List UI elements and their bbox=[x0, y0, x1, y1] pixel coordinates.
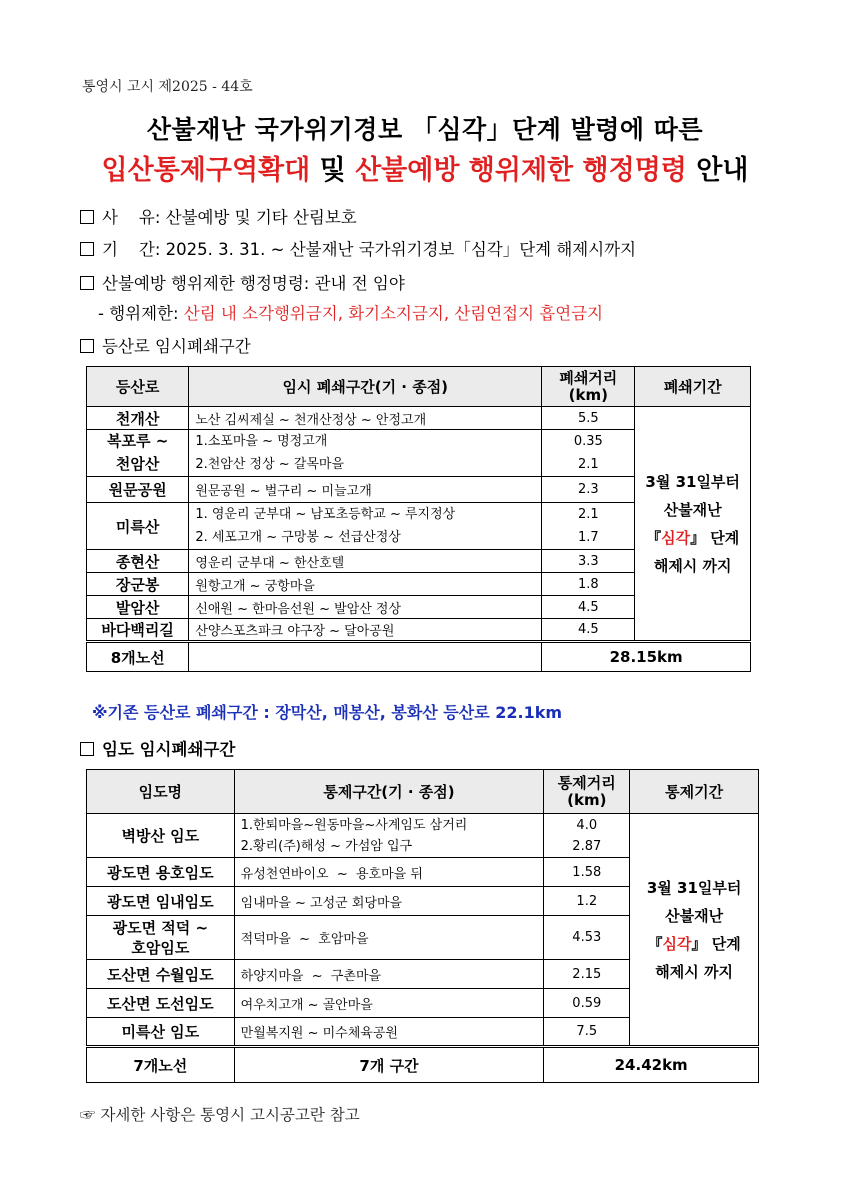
road-section bbox=[234, 814, 544, 858]
road-name: 광도면 임내임도 bbox=[87, 887, 235, 916]
restriction-label: - 행위제한: bbox=[98, 304, 179, 323]
trail-section-heading bbox=[80, 333, 251, 357]
trail-total-row bbox=[87, 642, 751, 672]
total-sections: 7개 구간 bbox=[234, 1047, 544, 1083]
trail-name: 미륵산 bbox=[87, 503, 189, 550]
period-text: 3월 31일부터 산불재난 『 bbox=[645, 472, 740, 547]
trail-distance: 2.3 bbox=[542, 477, 635, 503]
period-red: 심각 bbox=[661, 528, 691, 547]
road-name: 도산면 도선임도 bbox=[87, 989, 235, 1018]
trail-header-row bbox=[87, 367, 751, 407]
title-line-1: 산불재난 국가위기경보 「심각」단계 발령에 따른 bbox=[146, 115, 704, 144]
title-end: 안내 bbox=[686, 155, 749, 186]
road-section: 임내마을 ~ 고성군 회당마을 bbox=[234, 887, 544, 916]
trail-section bbox=[189, 430, 542, 477]
trail-name: 바다백리길 bbox=[87, 619, 189, 642]
trail-name: 천개산 bbox=[87, 407, 189, 430]
trail-section: 영운리 군부대 ~ 한산호텔 bbox=[189, 550, 542, 573]
road-name: 광도면 적덕 ~ 호암임도 bbox=[87, 916, 235, 960]
road-distance: 2.15 bbox=[544, 960, 630, 989]
total-empty bbox=[189, 642, 542, 672]
restriction-line bbox=[98, 300, 603, 324]
header-cell: 임도명 bbox=[87, 770, 235, 814]
trail-section: 노산 김씨제실 ~ 천개산정상 ~ 안정고개 bbox=[189, 407, 542, 430]
distance-line: 2.1 bbox=[577, 507, 599, 522]
period-text: 』 단계 해제시 까지 bbox=[655, 934, 741, 981]
checkbox-icon bbox=[80, 242, 94, 256]
road-distance: 1.2 bbox=[544, 887, 630, 916]
road-distance: 7.5 bbox=[544, 1018, 630, 1047]
trail-section: 산양스포츠파크 야구장 ~ 달아공원 bbox=[189, 619, 542, 642]
header-cell: 임시 폐쇄구간(기 · 종점) bbox=[189, 367, 542, 407]
road-name: 광도면 용호임도 bbox=[87, 858, 235, 887]
distance-line: 1.7 bbox=[577, 530, 599, 545]
trail-name: 발암산 bbox=[87, 596, 189, 619]
section-line: 2.천암산 정상 ~ 갈목마을 bbox=[195, 457, 345, 472]
total-distance: 28.15km bbox=[542, 642, 751, 672]
header-cell: 통제기간 bbox=[630, 770, 759, 814]
restriction-value: 산림 내 소각행위금지, 화기소지금지, 산림연접지 흡연금지 bbox=[183, 304, 604, 323]
reason-line bbox=[80, 204, 357, 228]
header-cell: 폐쇄거리 (km) bbox=[542, 367, 635, 407]
trail-section: 원항고개 ~ 궁항마을 bbox=[189, 573, 542, 596]
header-cell: 등산로 bbox=[87, 367, 189, 407]
period-red: 심각 bbox=[662, 934, 692, 953]
trail-distance: 5.5 bbox=[542, 407, 635, 430]
road-name: 도산면 수월임도 bbox=[87, 960, 235, 989]
trail-distance bbox=[542, 503, 635, 550]
trail-section: 신애원 ~ 한마음선원 ~ 발암산 정상 bbox=[189, 596, 542, 619]
order-label: 산불예방 행위제한 행정명령: bbox=[102, 274, 310, 293]
checkbox-icon bbox=[80, 742, 94, 756]
checkbox-icon bbox=[80, 276, 94, 290]
section-line: 1.한퇴마을~원동마을~사계임도 삼거리 bbox=[240, 817, 468, 833]
title-red-2: 산불예방 행위제한 행정명령 bbox=[355, 155, 687, 186]
forest-road-table bbox=[86, 769, 759, 1083]
order-line bbox=[80, 270, 405, 294]
forest-section-heading bbox=[80, 736, 235, 760]
forest-period bbox=[630, 814, 759, 1047]
section-line: 2.황리(주)해성 ~ 가섬암 입구 bbox=[240, 838, 413, 854]
trail-distance: 4.5 bbox=[542, 596, 635, 619]
period-text: 』 단계 해제시 까지 bbox=[653, 528, 740, 575]
notice-number: 통영시 고시 제2025 - 44호 bbox=[82, 79, 253, 95]
trail-name: 원문공원 bbox=[87, 477, 189, 503]
reason-label: 사 유: bbox=[102, 208, 161, 227]
forest-header-row bbox=[87, 770, 759, 814]
road-section: 적덕마을 ~ 호암마을 bbox=[234, 916, 544, 960]
total-label: 7개노선 bbox=[87, 1047, 235, 1083]
period-line bbox=[80, 236, 636, 260]
trail-name: 종현산 bbox=[87, 550, 189, 573]
checkbox-icon bbox=[80, 339, 94, 353]
distance-line: 2.1 bbox=[577, 457, 599, 472]
road-section: 만월복지원 ~ 미수체육공원 bbox=[234, 1018, 544, 1047]
road-section: 유성천연바이오 ~ 용호마을 뒤 bbox=[234, 858, 544, 887]
trail-name: 장군봉 bbox=[87, 573, 189, 596]
road-section: 여우치고개 ~ 골안마을 bbox=[234, 989, 544, 1018]
trail-section-label: 등산로 임시폐쇄구간 bbox=[102, 337, 251, 356]
total-distance: 24.42km bbox=[544, 1047, 759, 1083]
distance-line: 0.35 bbox=[573, 434, 603, 449]
distance-line: 2.87 bbox=[572, 838, 602, 854]
reason-value: 산불예방 및 기타 산림보호 bbox=[165, 208, 357, 227]
road-distance: 0.59 bbox=[544, 989, 630, 1018]
trail-table bbox=[86, 366, 751, 672]
header-cell: 통제거리 (km) bbox=[544, 770, 630, 814]
header-cell: 폐쇄기간 bbox=[635, 367, 751, 407]
period-text: 3월 31일부터 산불재난 『 bbox=[646, 878, 742, 953]
trail-section: 원문공원 ~ 벌구리 ~ 미늘고개 bbox=[189, 477, 542, 503]
period-label: 기 간: bbox=[102, 240, 161, 259]
table-row bbox=[87, 814, 759, 858]
road-section: 하양지마을 ~ 구촌마을 bbox=[234, 960, 544, 989]
table-row bbox=[87, 407, 751, 430]
header-cell: 통제구간(기 · 종점) bbox=[234, 770, 544, 814]
footer-note: ☞ 자세한 사항은 통영시 고시공고란 참고 bbox=[80, 1106, 360, 1124]
title-red-1: 입산통제구역확대 bbox=[101, 155, 311, 186]
trail-distance: 1.8 bbox=[542, 573, 635, 596]
title-mid: 및 bbox=[310, 155, 356, 186]
title-line-2 bbox=[0, 148, 850, 187]
total-label: 8개노선 bbox=[87, 642, 189, 672]
existing-closure-note: ※기존 등산로 폐쇄구간 : 장막산, 매봉산, 봉화산 등산로 22.1km bbox=[92, 703, 563, 722]
road-name: 미륵산 임도 bbox=[87, 1018, 235, 1047]
trail-distance: 3.3 bbox=[542, 550, 635, 573]
trail-period bbox=[635, 407, 751, 642]
road-distance bbox=[544, 814, 630, 858]
period-value: 2025. 3. 31. ~ 산불재난 국가위기경보「심각」단계 해제시까지 bbox=[165, 240, 637, 259]
road-distance: 4.53 bbox=[544, 916, 630, 960]
road-name: 벽방산 임도 bbox=[87, 814, 235, 858]
forest-section-label: 임도 임시폐쇄구간 bbox=[102, 740, 236, 759]
checkbox-icon bbox=[80, 210, 94, 224]
trail-name: 복포루 ~ 천암산 bbox=[87, 430, 189, 477]
trail-distance bbox=[542, 430, 635, 477]
order-value: 관내 전 임야 bbox=[314, 274, 405, 293]
section-line: 2. 세포고개 ~ 구망봉 ~ 선급산정상 bbox=[195, 530, 401, 545]
distance-line: 4.0 bbox=[576, 817, 598, 833]
forest-total-row bbox=[87, 1047, 759, 1083]
section-line: 1.소포마을 ~ 명정고개 bbox=[195, 434, 328, 449]
trail-distance: 4.5 bbox=[542, 619, 635, 642]
trail-section bbox=[189, 503, 542, 550]
road-distance: 1.58 bbox=[544, 858, 630, 887]
section-line: 1. 영운리 군부대 ~ 남포초등학교 ~ 루지정상 bbox=[195, 507, 456, 522]
